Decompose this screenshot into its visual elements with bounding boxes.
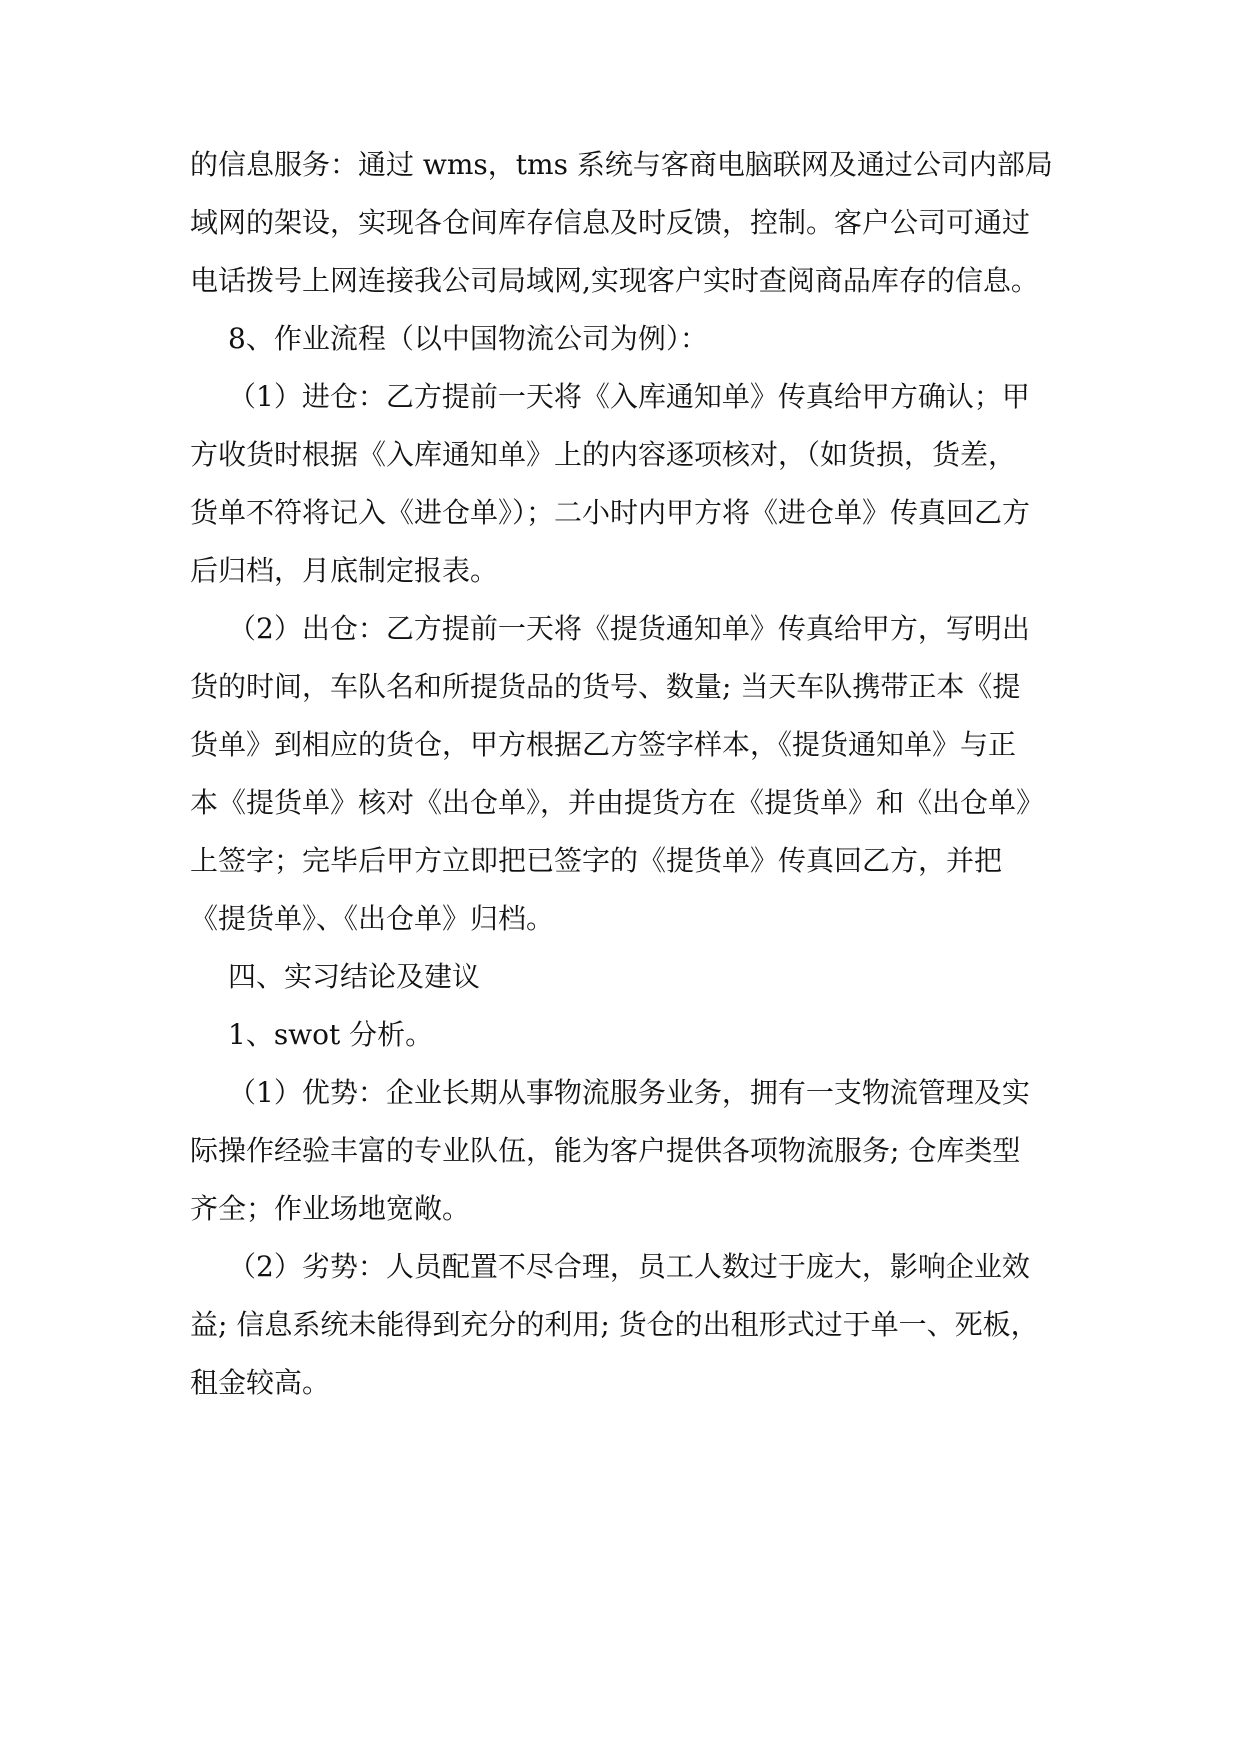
text-line: 域网的架设，实现各仓间库存信息及时反馈，控制。客户公司可通过: [190, 206, 1031, 239]
text-line: （1）优势：企业长期从事物流服务业务，拥有一支物流管理及实: [228, 1076, 1030, 1109]
text-line: 际操作经验丰富的专业队伍，能为客户提供各项物流服务; 仓库类型: [190, 1134, 1021, 1167]
text-line: 货的时间，车队名和所提货品的货号、数量; 当天车队携带正本《提: [190, 670, 1021, 703]
text-line: （2）劣势：人员配置不尽合理，员工人数过于庞大，影响企业效: [228, 1250, 1030, 1283]
subsection-heading: 1、swot 分析。: [228, 1018, 434, 1051]
text-line: 《提货单》、《出仓单》归档。: [190, 902, 555, 935]
section-heading: 8、作业流程（以中国物流公司为例）：: [228, 322, 708, 355]
section-heading: 四、实习结论及建议: [228, 960, 481, 993]
text-line: 货单》到相应的货仓，甲方根据乙方签字样本，《提货通知单》与正: [190, 728, 1017, 761]
text-line: 货单不符将记入《进仓单》）；二小时内甲方将《进仓单》传真回乙方: [190, 496, 1031, 529]
text-line: 电话拨号上网连接我公司局域网,实现客户实时查阅商品库存的信息。: [190, 264, 1039, 297]
text-line: 后归档，月底制定报表。: [190, 554, 499, 587]
text-line: 方收货时根据《入库通知单》上的内容逐项核对，（如货损，货差，: [190, 438, 1017, 471]
text-line: 上签字；完毕后甲方立即把已签字的《提货单》传真回乙方，并把: [190, 844, 1003, 877]
text-line: 租金较高。: [190, 1366, 331, 1399]
text-line: 益; 信息系统未能得到充分的利用; 货仓的出租形式过于单一、死板，: [190, 1308, 1039, 1341]
text-line: （1）进仓：乙方提前一天将《入库通知单》传真给甲方确认；甲: [228, 380, 1030, 413]
text-line: 的信息服务：通过 wms，tms 系统与客商电脑联网及通过公司内部局: [190, 148, 1053, 181]
text-line: 齐全；作业场地宽敞。: [190, 1192, 471, 1225]
text-line: （2）出仓：乙方提前一天将《提货通知单》传真给甲方，写明出: [228, 612, 1030, 645]
text-line: 本《提货单》核对《出仓单》，并由提货方在《提货单》和《出仓单》: [190, 786, 1045, 819]
